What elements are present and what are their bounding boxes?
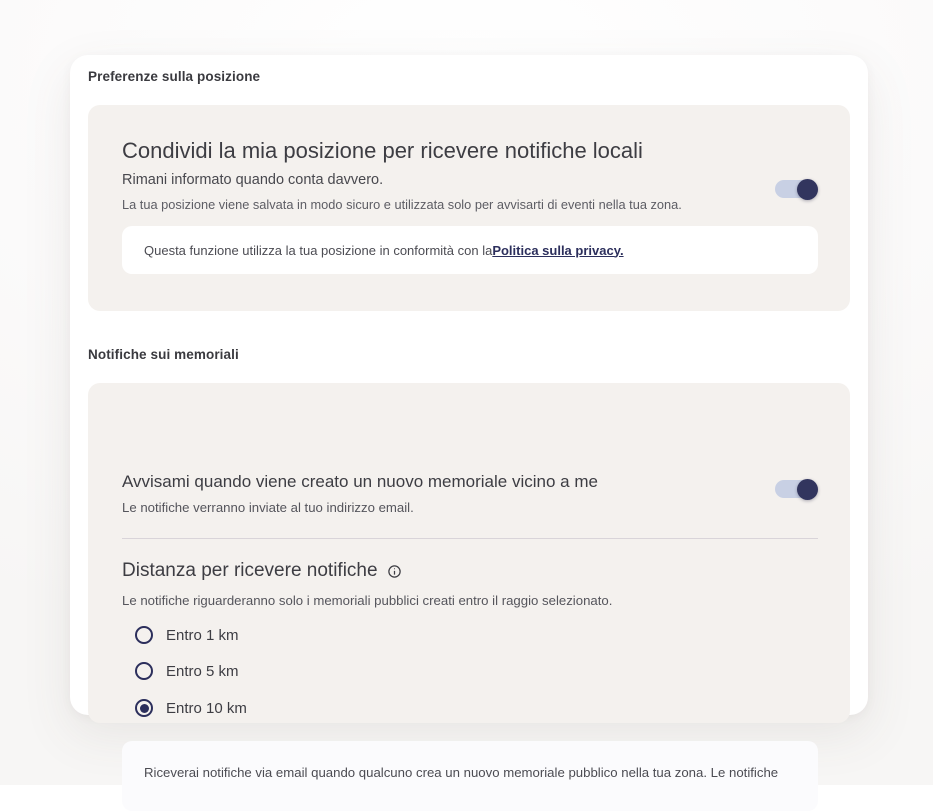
radio-label-10km: Entro 10 km (166, 699, 247, 717)
radio-dot (140, 704, 149, 713)
email-notification-info-box (122, 741, 818, 811)
settings-scroll-area[interactable] (70, 55, 868, 780)
privacy-info-box (122, 226, 818, 274)
distance-section-title (122, 560, 402, 582)
radio-indicator (135, 699, 153, 717)
memorial-notifications-panel (88, 383, 850, 780)
privacy-policy-link[interactable]: Politica sulla privacy. (492, 242, 624, 258)
location-preferences-panel (88, 105, 850, 311)
distance-description: Le notifiche riguarderanno solo i memoriali pubblici creati entro il raggio selezionato. (122, 593, 613, 608)
email-notification-info-text: Riceverai notifiche via email quando qualcuno crea un nuovo memoriale pubblico nella tua zona. Le notifiche (144, 765, 779, 780)
panel-divider (122, 538, 818, 539)
section-label-memorial: Notifiche sui memoriali (88, 347, 239, 362)
memorial-alert-subtitle: Le notifiche verranno inviate al tuo indirizzo email. (122, 500, 414, 515)
distance-title-text: Distanza per ricevere notifiche (122, 560, 378, 581)
memorial-notifications-toggle[interactable] (775, 480, 817, 498)
toggle-knob (797, 179, 818, 200)
settings-card (70, 55, 868, 780)
toggle-knob (797, 479, 818, 500)
radio-label-1km: Entro 1 km (166, 626, 239, 644)
radio-indicator (135, 626, 153, 644)
location-panel-subtitle: Rimani informato quando conta davvero. (122, 172, 384, 188)
radio-label-5km: Entro 5 km (166, 662, 239, 680)
info-circle-icon[interactable] (387, 564, 402, 579)
radio-option-1km[interactable] (135, 626, 239, 644)
radio-option-10km[interactable] (135, 699, 247, 717)
memorial-alert-title: Avvisami quando viene creato un nuovo memoriale vicino a me (122, 472, 598, 491)
radio-indicator (135, 662, 153, 680)
location-sharing-toggle[interactable] (775, 180, 817, 198)
radio-option-5km[interactable] (135, 662, 239, 680)
location-panel-note: La tua posizione viene salvata in modo sicuro e utilizzata solo per avvisarti di eventi nella tua zona. (122, 197, 682, 212)
section-label-location: Preferenze sulla posizione (88, 69, 261, 84)
privacy-info-text: Questa funzione utilizza la tua posizione in conformità con la (144, 242, 493, 258)
location-panel-heading: Condividi la mia posizione per ricevere notifiche locali (122, 138, 643, 163)
